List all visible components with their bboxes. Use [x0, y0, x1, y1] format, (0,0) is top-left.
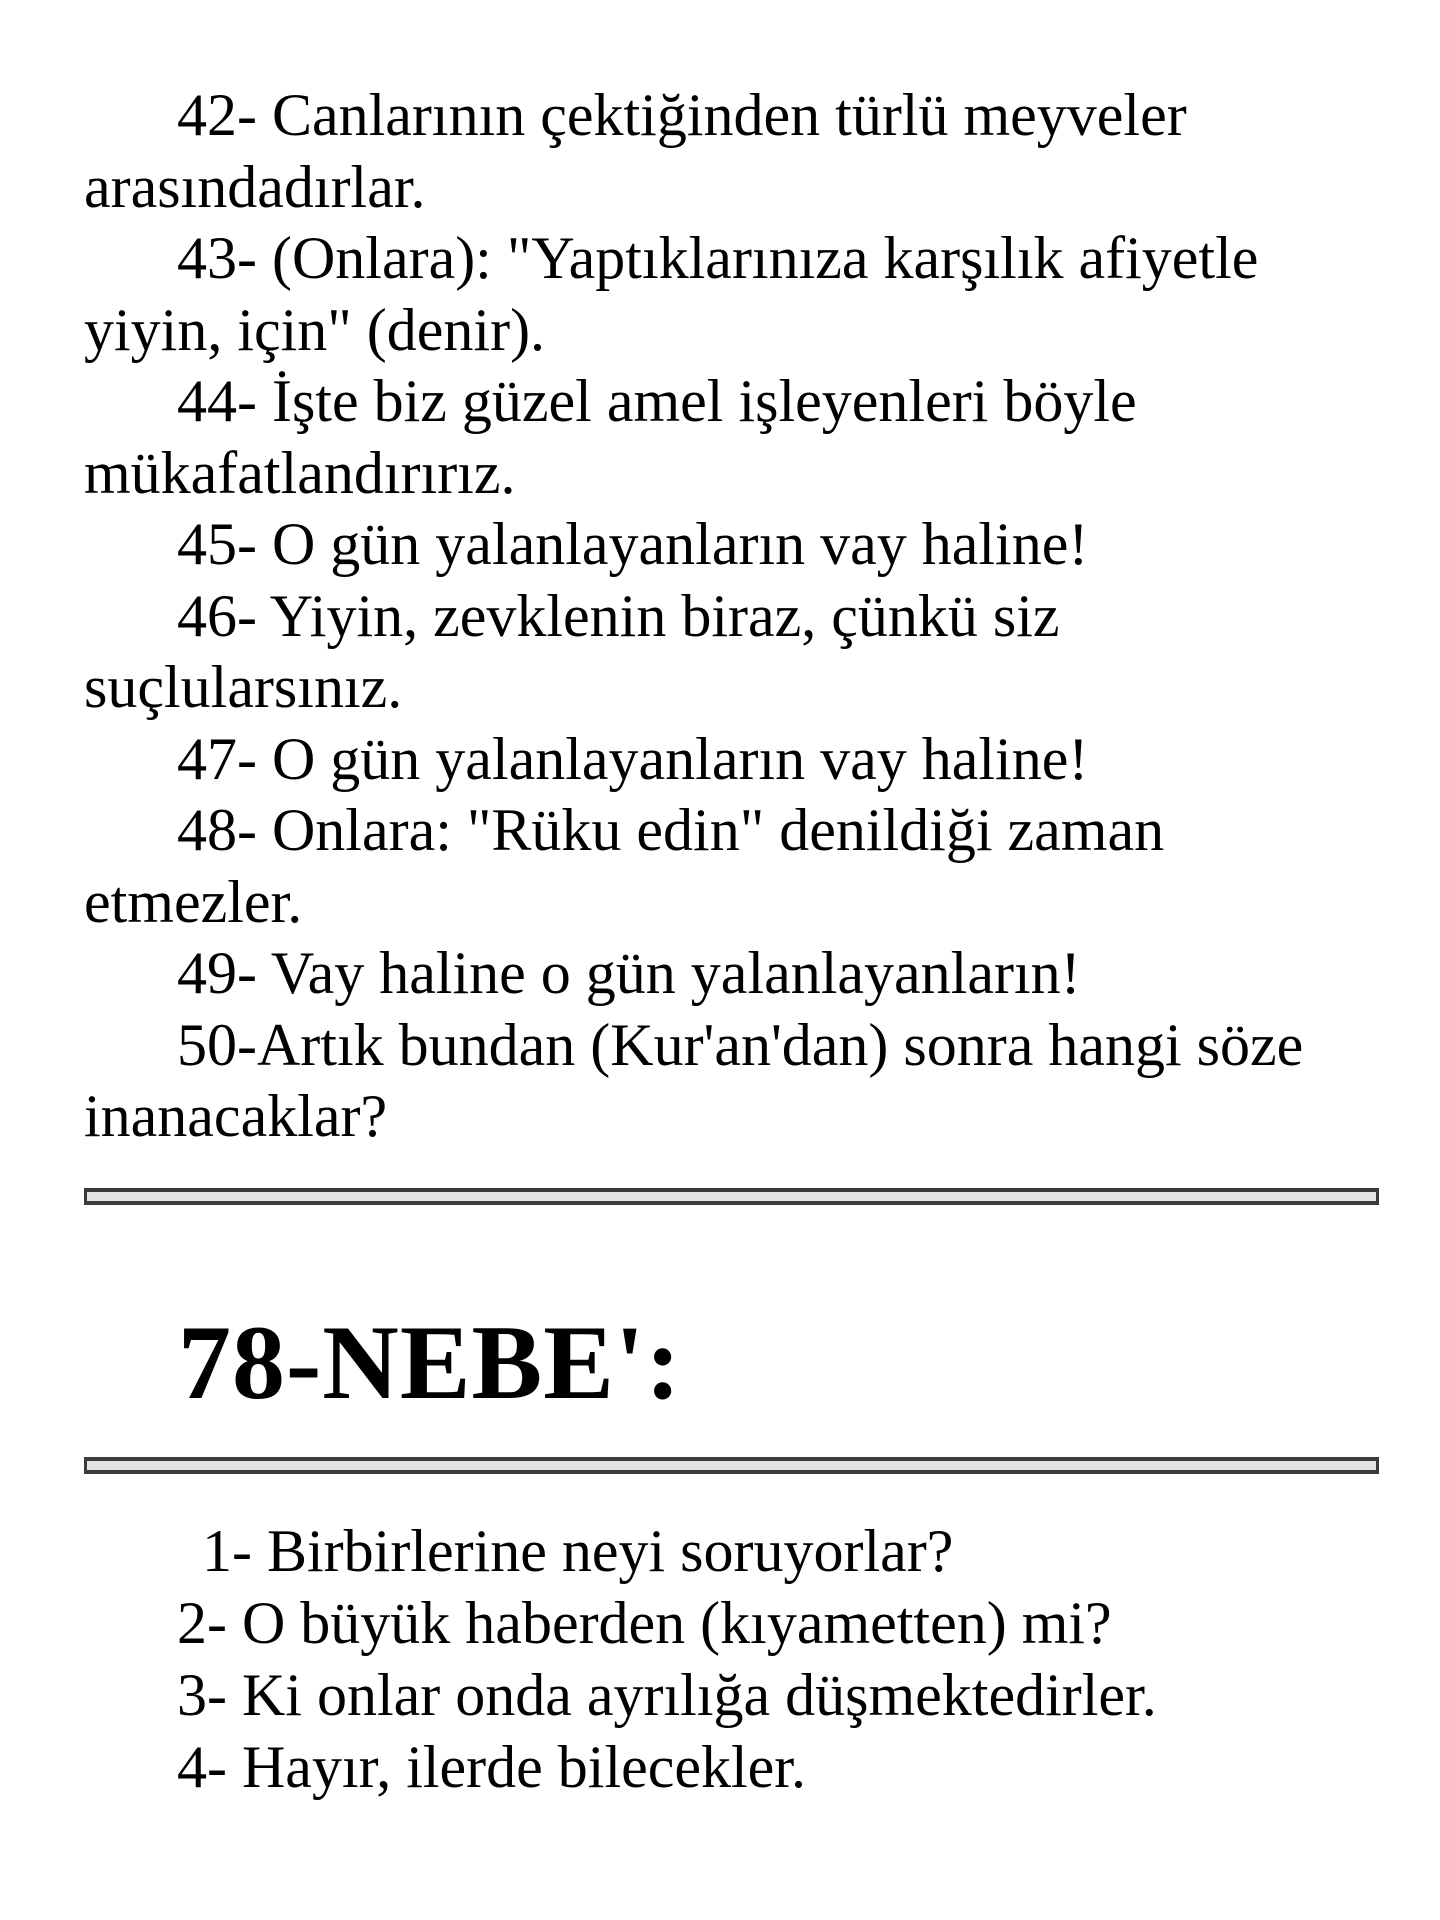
verse-50: 50-Artık bundan (Kur'an'dan) sonra hangi söze inanacaklar?: [84, 1011, 1304, 1149]
verse-49: 49- Vay haline o gün yalanlayanların!: [177, 940, 1081, 1006]
section-divider-bottom: [84, 1457, 1379, 1474]
verse-4: 4- Hayır, ilerde bilecekler.: [177, 1734, 806, 1800]
verse-1: 1- Birbirlerine neyi soruyorlar?: [202, 1518, 954, 1584]
verse-48: 48- Onlara: "Rüku edin" denildiği zaman etmezler.: [84, 797, 1165, 935]
verse-44: 44- İşte biz güzel amel işleyenleri böyle mükafatlandırırız.: [84, 368, 1137, 506]
verse-47: 47- O gün yalanlayanların vay haline!: [177, 725, 1089, 792]
verse-45: 45- O gün yalanlayanların vay haline!: [177, 511, 1089, 577]
verse-42: 42- Canlarının çektiğinden türlü meyveler arasındadırlar.: [84, 82, 1187, 220]
verse-46: 46- Yiyin, zevklenin biraz, çünkü siz suçlularsınız.: [84, 582, 1060, 720]
section-divider-top: [84, 1188, 1379, 1205]
verses-bottom-section: [177, 1515, 1377, 1803]
verses-top-section: [84, 80, 1374, 1153]
verse-2: 2- O büyük haberden (kıyametten) mi?: [177, 1590, 1112, 1656]
verse-43: 43- (Onlara): "Yaptıklarınıza karşılık afiyetle yiyin, için" (denir).: [84, 225, 1259, 363]
verse-3: 3- Ki onlar onda ayrılığa düşmektedirler.: [177, 1662, 1157, 1728]
surah-title: 78-NEBE':: [178, 1304, 682, 1421]
